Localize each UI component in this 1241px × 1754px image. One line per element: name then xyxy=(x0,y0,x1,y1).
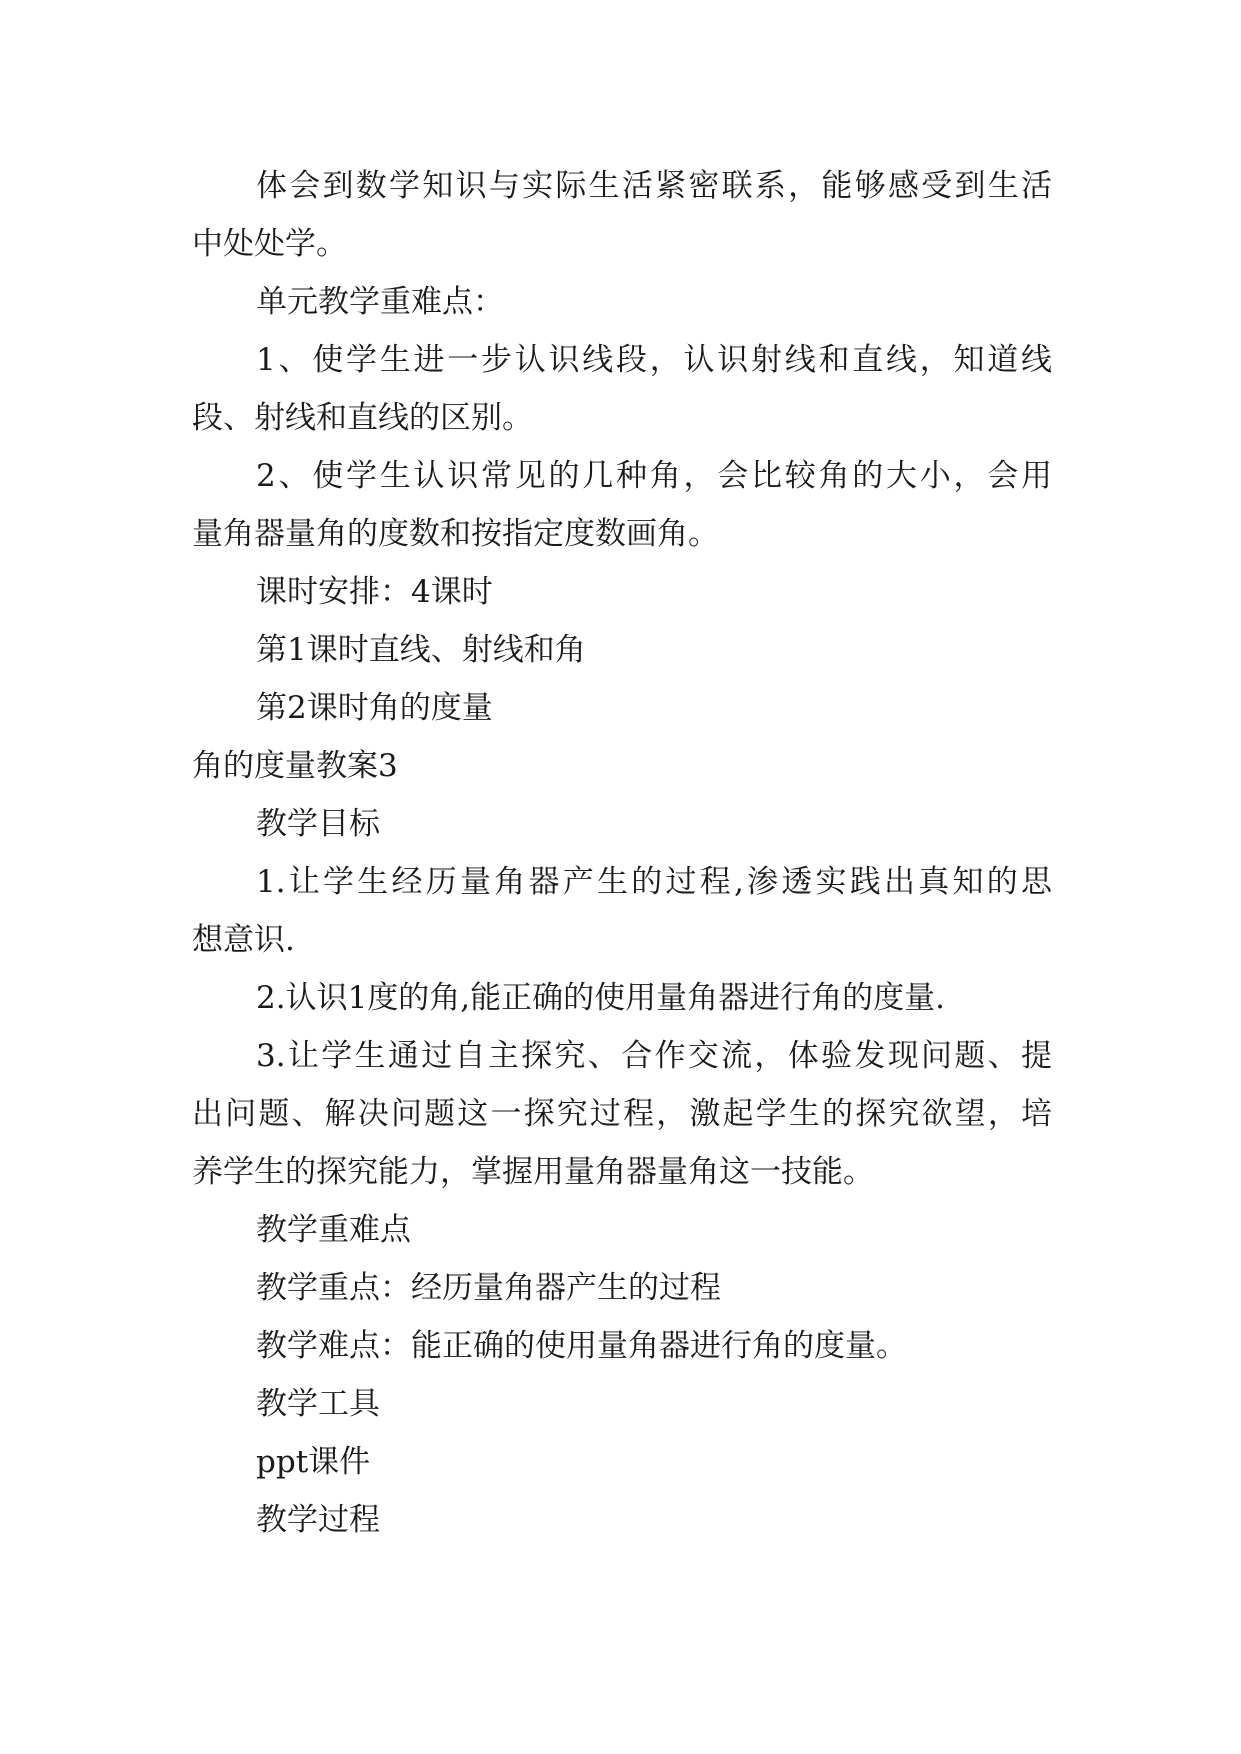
paragraph-line: 想意识. xyxy=(192,922,295,958)
section-heading: 教学过程 xyxy=(256,1502,380,1538)
paragraph-line: 课时安排：4课时 xyxy=(256,574,493,610)
paragraph-line: 养学生的探究能力，掌握用量角器量角这一技能。 xyxy=(192,1154,874,1190)
list-item: 2.认识1度的角,能正确的使用量角器进行角的度量. xyxy=(256,980,946,1016)
paragraph-line: 中处处学。 xyxy=(192,226,347,262)
paragraph-line: 出问题、解决问题这一探究过程，激起学生的探究欲望，培 xyxy=(192,1096,1052,1132)
paragraph-line: 第1课时直线、射线和角 xyxy=(256,632,586,668)
paragraph-line: 量角器量角的度数和按指定度数画角。 xyxy=(192,516,719,552)
section-heading: 教学目标 xyxy=(256,806,380,842)
section-heading: 教学重难点 xyxy=(256,1212,411,1248)
paragraph-line: 教学重点：经历量角器产生的过程 xyxy=(256,1270,721,1306)
paragraph-line: 教学难点：能正确的使用量角器进行角的度量。 xyxy=(256,1328,907,1364)
paragraph-line: ppt课件 xyxy=(256,1444,371,1480)
list-item: 1、使学生进一步认识线段，认识射线和直线，知道线 xyxy=(256,342,1052,378)
list-item: 1.让学生经历量角器产生的过程,渗透实践出真知的思 xyxy=(256,864,1052,900)
section-heading: 教学工具 xyxy=(256,1386,380,1422)
list-item: 3.让学生通过自主探究、合作交流，体验发现问题、提 xyxy=(256,1038,1052,1074)
section-heading: 单元教学重难点： xyxy=(256,284,504,320)
section-title: 角的度量教案3 xyxy=(192,748,398,784)
paragraph-line: 段、射线和直线的区别。 xyxy=(192,400,533,436)
list-item: 2、使学生认识常见的几种角，会比较角的大小，会用 xyxy=(256,458,1052,494)
paragraph-line: 体会到数学知识与实际生活紧密联系，能够感受到生活 xyxy=(256,168,1052,204)
paragraph-line: 第2课时角的度量 xyxy=(256,690,493,726)
